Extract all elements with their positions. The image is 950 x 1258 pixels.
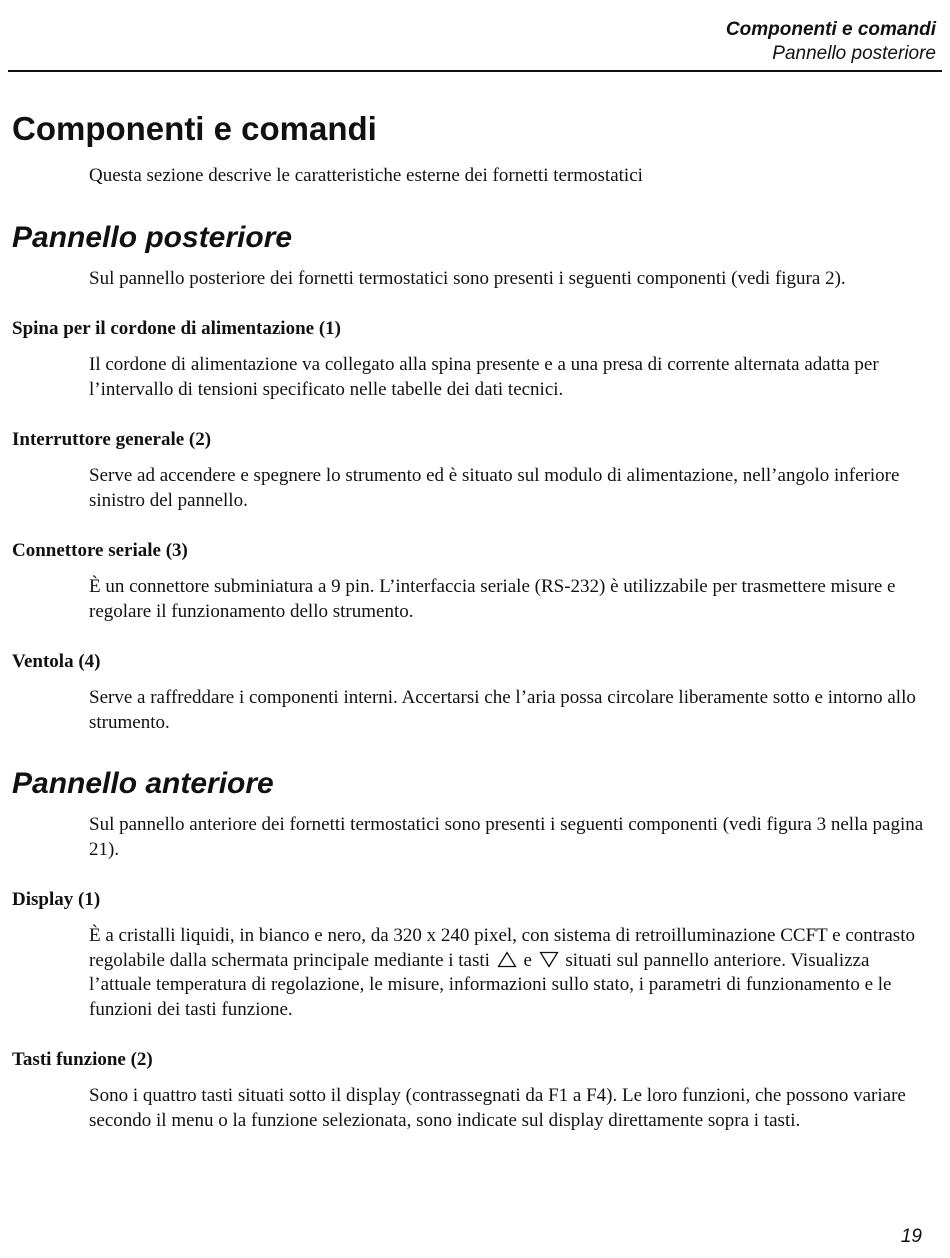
triangle-up-icon — [497, 951, 517, 968]
running-header-subtitle: Pannello posteriore — [772, 43, 936, 64]
paragraph-power-cord-socket: Il cordone di alimentazione va collegato alla spina presente e a una presa di corrente alternata adatta per l’intervallo di tensioni specificato nelle tabelle dei dati tecnici. — [89, 354, 879, 400]
paragraph-function-keys: Sono i quattro tasti situati sotto il display (contrassegnati da F1 a F4). Le loro funzioni, che possono variare secondo il menu o la funzione selezionata, sono indicate sul display direttamente sopra i tasti. — [89, 1085, 906, 1131]
subheading-fan: Ventola (4) — [12, 651, 101, 672]
display-text-part-1: È a cristalli liquidi, in bianco e nero, da 320 x 240 pixel, con sistema di retroilluminazione CCFT e contrasto regolabile dalla schermata principale mediante i tasti — [89, 925, 915, 971]
display-text-part-2: situati sul pannello anteriore. Visualizza l’attuale temperatura di regolazione, le misure, informazioni sullo stato, i parametri di funzionamento e le funzioni dei tasti funzione. — [89, 949, 892, 1020]
running-header — [726, 18, 936, 66]
display-text-conjunction: e — [523, 949, 532, 971]
triangle-down-icon — [539, 951, 559, 968]
header-divider — [8, 70, 942, 72]
paragraph-display — [89, 924, 924, 1022]
subheading-main-switch: Interruttore generale (2) — [12, 429, 212, 450]
front-panel-intro: Sul pannello anteriore dei fornetti termostatici sono presenti i seguenti componenti (vedi figura 3 nella pagina 21). — [89, 814, 924, 860]
paragraph-serial-connector: È un connettore subminiatura a 9 pin. L’interfaccia seriale (RS-232) è utilizzabile per trasmettere misure e regolare il funzionamento dello strumento. — [89, 576, 896, 622]
section-heading-rear-panel: Pannello posteriore — [12, 220, 293, 254]
page-content — [12, 108, 932, 1133]
section-heading-front-panel: Pannello anteriore — [12, 767, 274, 800]
paragraph-main-switch: Serve ad accendere e spegnere lo strumento ed è situato sul modulo di alimentazione, nell’angolo inferiore sinistro del pannello. — [89, 465, 900, 511]
paragraph-fan: Serve a raffreddare i componenti interni. Accertarsi che l’aria possa circolare liberamente sotto e intorno allo strumento. — [89, 687, 916, 733]
running-header-title: Componenti e comandi — [725, 19, 936, 40]
page-number: 19 — [900, 1226, 922, 1247]
subheading-serial-connector: Connettore seriale (3) — [12, 540, 188, 561]
subheading-power-cord-socket: Spina per il cordone di alimentazione (1) — [12, 318, 341, 339]
page-title: Componenti e comandi — [12, 110, 377, 147]
subheading-function-keys: Tasti funzione (2) — [12, 1049, 153, 1070]
subheading-display: Display (1) — [12, 889, 101, 910]
section-intro: Questa sezione descrive le caratteristiche esterne dei fornetti termostatici — [89, 165, 643, 186]
rear-panel-intro: Sul pannello posteriore dei fornetti termostatici sono presenti i seguenti componenti (vedi figura 2). — [89, 267, 846, 289]
